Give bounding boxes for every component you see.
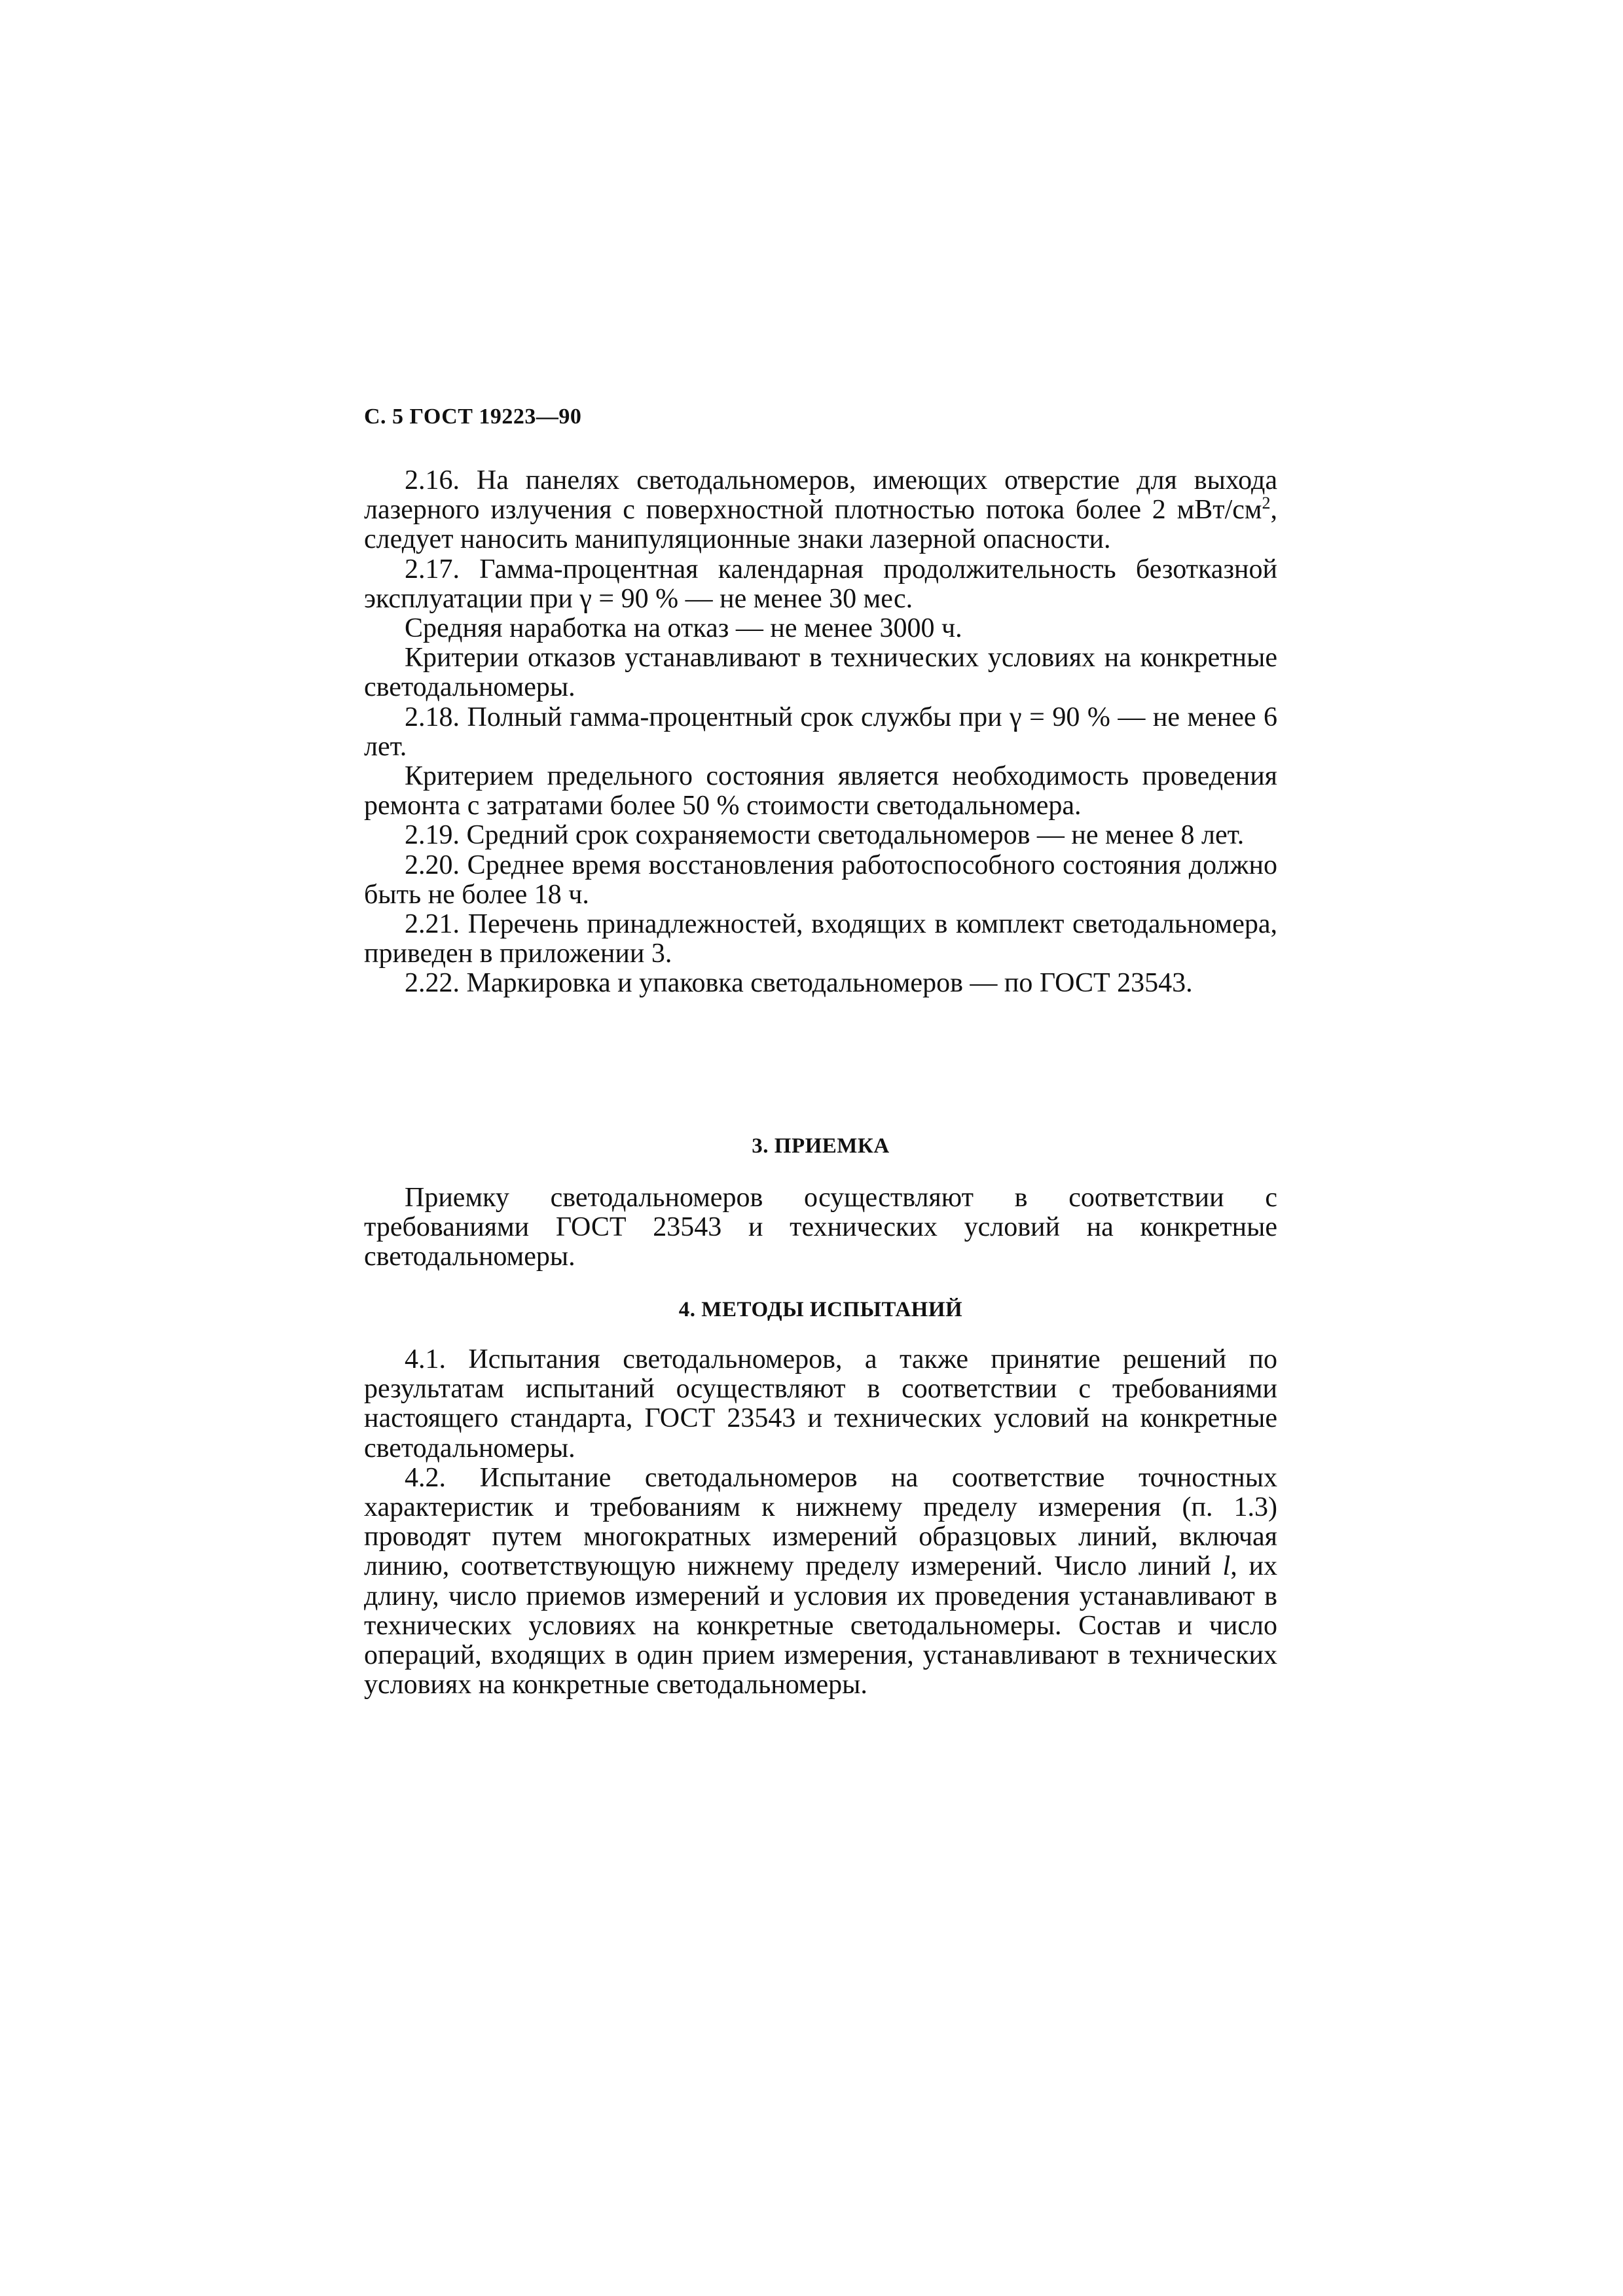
paragraph-2-21: 2.21. Перечень принадлежностей, входящих в комплект светодальномера, приведен в приложении 3. (364, 909, 1277, 969)
paragraph-2-16 (364, 466, 1277, 555)
paragraph-failure-criteria: Критерии отказов устанавливают в технических условиях на конкретные светодальномеры. (364, 643, 1277, 703)
paragraph-4-2-text: 4.2. Испытание светодальномеров на соответствие точностных характеристик и требованиям к нижнему пределу измерения (п. 1.3) проводят путем многократных измерений образцовых линий, включая линию, соответствующую нижнему пределу измерений. Число линий (364, 1462, 1277, 1582)
paragraph-2-19: 2.19. Средний срок сохраняемости светодальномеров — не менее 8 лет. (405, 820, 1245, 851)
paragraph-2-18: 2.18. Полный гамма-процентный срок службы при γ = 90 % — не менее 6 лет. (364, 702, 1277, 762)
section-3-title: 3. ПРИЕМКА (752, 1134, 890, 1158)
section-4-title: 4. МЕТОДЫ ИСПЫТАНИЙ (678, 1298, 963, 1321)
paragraph-limit-state: Критерием предельного состояния является необходимость проведения ремонта с затратами более 50 % стоимости светодальномера. (364, 761, 1277, 821)
section-2-body (364, 466, 1277, 999)
section-4-body (364, 1345, 1277, 1700)
paragraph-mtbf: Средняя наработка на отказ — не менее 3000 ч. (405, 613, 962, 644)
paragraph-2-22: 2.22. Маркировка и упаковка светодальномеров — по ГОСТ 23543. (405, 968, 1193, 999)
variable-l: l (1222, 1551, 1231, 1582)
paragraph-4-2-tail: , их длину, число приемов измерений и условия их проведения устанавливают в технических условиях на конкретные светодальномеры. Состав и число операций, входящих в один прием измерения, устанавливают в технических условиях на конкретные светодальномеры. (364, 1551, 1277, 1700)
paragraph-2-16-tail: , следует наносить манипуляционные знаки лазерной опасности. (364, 495, 1277, 555)
paragraph-2-20: 2.20. Среднее время восстановления работоспособного состояния должно быть не более 18 ч. (364, 850, 1277, 910)
paragraph-4-2 (364, 1463, 1277, 1700)
page-header: С. 5 ГОСТ 19223—90 (364, 404, 582, 429)
section-3-body (364, 1183, 1277, 1272)
paragraph-2-17: 2.17. Гамма-процентная календарная продолжительность безотказной эксплуатации при γ = 90 % — не менее 30 мес. (364, 554, 1277, 614)
paragraph-acceptance: Приемку светодальномеров осуществляют в соответствии с требованиями ГОСТ 23543 и технических условий на конкретные светодальномеры. (364, 1183, 1277, 1272)
superscript: 2 (1262, 493, 1271, 513)
paragraph-2-16-text: 2.16. На панелях светодальномеров, имеющих отверстие для выхода лазерного излучения с поверхностной плотностью потока более 2 мВт/см (364, 465, 1277, 526)
paragraph-4-1: 4.1. Испытания светодальномеров, а также принятие решений по результатам испытаний осуществляют в соответствии с требованиями настоящего стандарта, ГОСТ 23543 и технических условий на конкретные светодальномеры. (364, 1344, 1277, 1463)
